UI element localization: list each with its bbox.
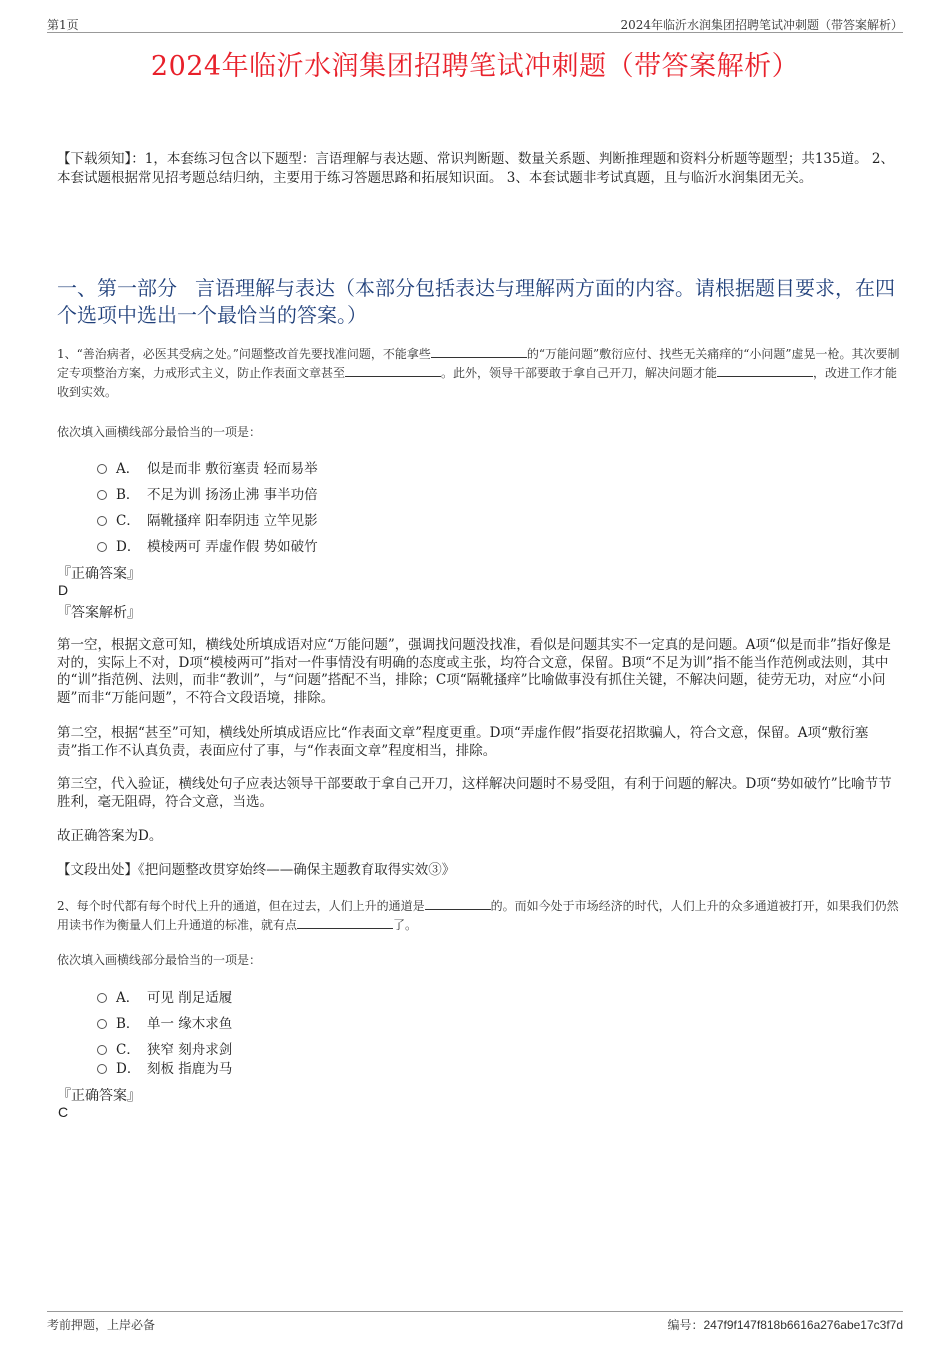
q1-answer: D [58,582,69,598]
blank-2 [345,364,441,377]
radio-icon[interactable] [97,993,107,1003]
q1-source: 【文段出处】《把问题整改贯穿始终——确保主题教育取得实效③》 [57,862,456,878]
page-footer [47,1311,903,1332]
radio-icon[interactable] [97,1064,107,1074]
q1-analysis-para-1: 第一空，根据文意可知，横线处所填成语对应“万能问题”，强调找问题没找准，看似是问题其实不一定真的是问题。A项“似是而非”指好像是对的，实际上不对，D项“模棱两可”指对一件事情没有明确的态度或主张，均符合文意，保留。B项“不足为训”指不能当作范例或法则，其中的“训”指范例、法则，而非“教训”，与“问题”搭配不当，排除；C项“隔靴搔痒”比喻做事没有抓住关键，不解决问题，徒劳无功，对应“小问题”而非“万能问题”，不符合文段语境，排除。 [57,637,891,706]
radio-icon[interactable] [97,490,107,500]
page-header [47,14,903,33]
section-heading [57,275,902,329]
q2-option-a[interactable]: A． 可见 削足适履 [97,986,232,1006]
radio-icon[interactable] [97,1045,107,1055]
header-doc-title: 2024年临沂水润集团招聘笔试冲刺题（带答案解析） [620,18,903,32]
blank-2 [297,916,393,929]
q1-analysis-para-3: 第三空，代入验证，横线处句子应表达领导干部要敢于拿自己开刀，这样解决问题时不易受阻，有利于问题的解决。D项“势如破竹”比喻节节胜利，毫无阻碍，符合文意，当选。 [57,776,892,810]
q1-option-c[interactable]: C． 隔靴搔痒 阳奉阴违 立竿见影 [97,509,318,529]
document-title: 2024年临沂水润集团招聘笔试冲刺题（带答案解析） [150,51,800,82]
q2-answer: C [58,1104,69,1120]
q1-analysis-label: 『答案解析』 [57,605,141,621]
q2-option-d[interactable]: D． 刻板 指鹿为马 [97,1057,232,1077]
download-notice: 【下载须知】：1，本套练习包含以下题型：言语理解与表达题、常识判断题、数量关系题、判断推理题和资料分析题等题型；共135道。 2、本套试题根据常见招考题总结归纳，主要用于练习答题思路和拓展知识面。 3、本套试题非考试真题，且与临沂水润集团无关。 [57,151,894,186]
q1-analysis-conclusion: 故正确答案为D。 [57,828,163,844]
question-1-prompt: 依次填入画横线部分最恰当的一项是： [57,425,262,439]
blank-1 [425,897,491,910]
radio-icon[interactable] [97,516,107,526]
q2-option-b[interactable]: B． 单一 缘木求鱼 [97,1012,232,1032]
radio-icon[interactable] [97,464,107,474]
footer-code: 编号：247f9f147f818b6616a276abe17c3f7d [667,1318,903,1332]
q1-option-b[interactable]: B． 不足为训 扬汤止沸 事半功倍 [97,483,318,503]
q1-answer-label: 『正确答案』 [57,566,141,582]
question-2-prompt: 依次填入画横线部分最恰当的一项是： [57,953,262,967]
q1-option-d[interactable]: D． 模棱两可 弄虚作假 势如破竹 [97,535,318,555]
radio-icon[interactable] [97,542,107,552]
q1-option-a[interactable]: A． 似是而非 敷衍塞责 轻而易举 [97,457,318,477]
question-1-stem: 1、“善治病者，必医其受病之处。”问题整改首先要找准问题，不能拿些 的“万能问题”敷衍应付、找些无关痛痒的“小问题”虚晃一枪。其次要制定专项整治方案，力戒形式主义，防止作表面文章甚至 。此外，领导干部要敢于拿自己开刀，解决问题才能 ，改进工作才能收到实效。 [57,347,900,399]
footer-slogan: 考前押题，上岸必备 [47,1318,156,1332]
q2-option-c[interactable]: C． 狭窄 刻舟求剑 [97,1038,232,1058]
radio-icon[interactable] [97,1019,107,1029]
section-title: 言语理解与表达（本部分包括表达与理解两方面的内容。请根据题目要求，在四个选项中选出一个最恰当的答案。） [57,276,895,327]
page-number: 第1页 [47,18,79,32]
section-part: 一、第一部分 [57,276,177,300]
blank-1 [431,345,527,358]
q1-analysis-para-2: 第二空，根据“甚至”可知，横线处所填成语应比“作表面文章”程度更重。D项“弄虚作假”指耍花招欺骗人，符合文意，保留。A项“敷衍塞责”指工作不认真负责，表面应付了事，与“作表面文章”程度相当，排除。 [57,725,869,759]
question-2-stem: 2、每个时代都有每个时代上升的通道，但在过去，人们上升的通道是 的。而如今处于市场经济的时代，人们上升的众多通道被打开，如果我们仍然用读书作为衡量人们上升通道的标准，就有点 了。 [57,899,899,932]
blank-3 [717,364,813,377]
q2-answer-label: 『正确答案』 [57,1088,141,1104]
